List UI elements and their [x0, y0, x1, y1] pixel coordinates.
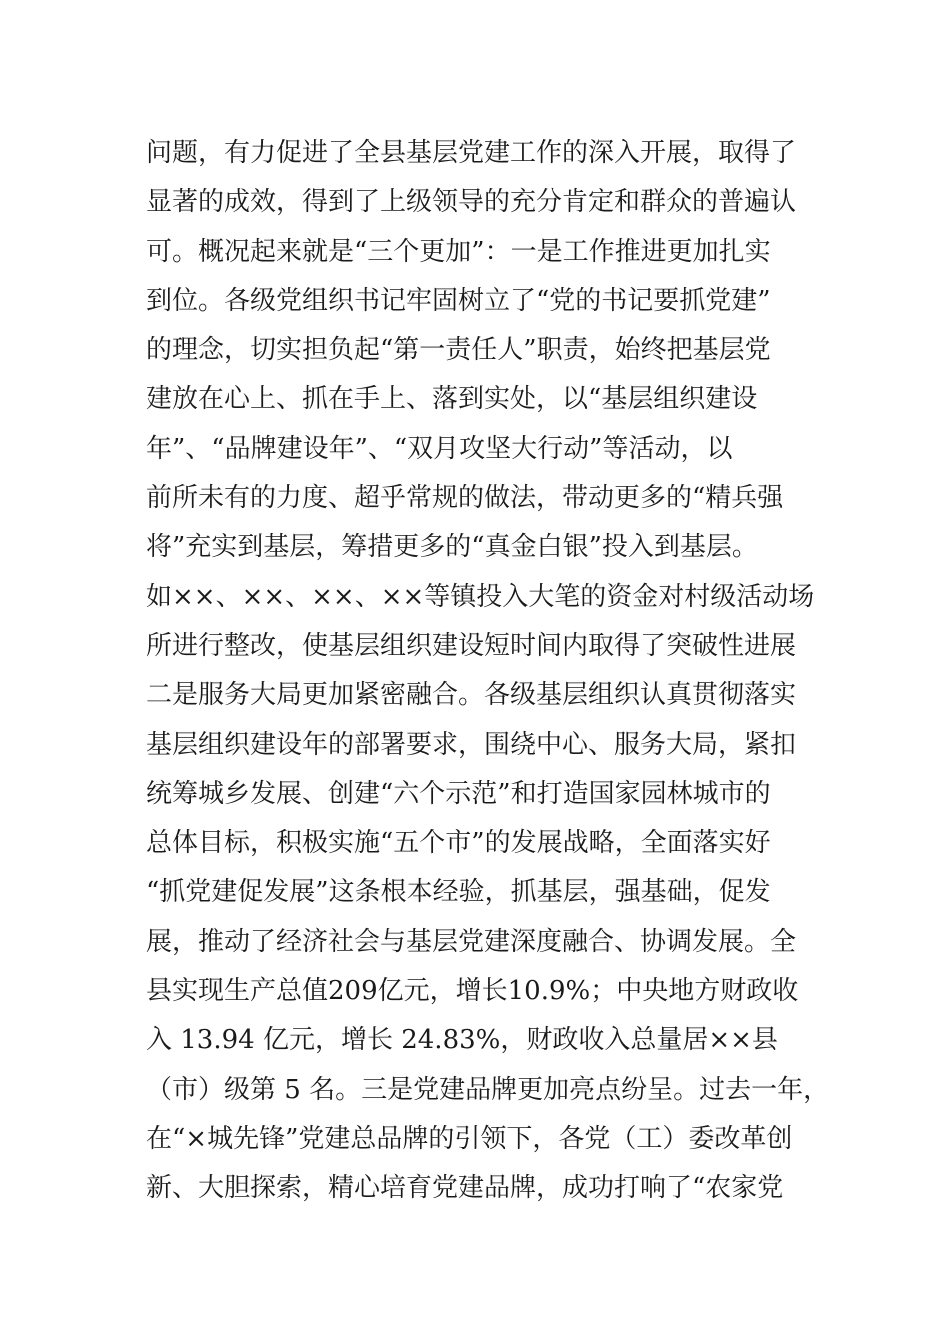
- text-line-22: 新、大胆探索，精心培育党建品牌，成功打响了“农家党: [146, 1173, 784, 1204]
- text-line-12: 二是服务大局更加紧密融合。各级基层组织认真贯彻落实: [146, 680, 797, 711]
- text-line-15: 总体目标，积极实施“五个市”的发展战略，全面落实好: [146, 828, 771, 859]
- text-line-11: 所进行整改，使基层组织建设短时间内取得了突破性进展: [146, 630, 797, 661]
- text-line-18: 县实现生产总值209亿元，增长10.9%；中央地方财政收: [146, 976, 799, 1007]
- text-line-1: 问题，有力促进了全县基层党建工作的深入开展，取得了: [146, 138, 797, 168]
- text-line-5: 的理念，切实担负起“第一责任人”职责，始终把基层党: [146, 335, 771, 366]
- text-line-16: “抓党建促发展”这条根本经验，抓基层，强基础，促发: [146, 877, 771, 908]
- text-line-7: 年”、“品牌建设年”、“双月攻坚大行动”等活动，以: [146, 433, 733, 464]
- text-line-19: 入 13.94 亿元，增长 24.83%，财政收入总量居××县: [146, 1025, 778, 1056]
- text-line-13: 基层组织建设年的部署要求，围绕中心、服务大局，紧扣: [146, 729, 797, 760]
- text-line-6: 建放在心上、抓在手上、落到实处，以“基层组织建设: [146, 384, 758, 415]
- text-line-20: （市）级第 5 名。三是党建品牌更加亮点纷呈。过去一年，: [146, 1074, 830, 1105]
- text-line-14: 统筹城乡发展、创建“六个示范”和打造国家园林城市的: [146, 778, 771, 809]
- text-line-2: 显著的成效，得到了上级领导的充分肯定和群众的普遍认: [146, 187, 797, 218]
- text-line-17: 展，推动了经济社会与基层党建深度融合、协调发展。全: [146, 926, 797, 957]
- text-line-10: 如××、××、××、××等镇投入大笔的资金对村级活动场: [146, 581, 815, 612]
- text-line-8: 前所未有的力度、超乎常规的做法，带动更多的“精兵强: [146, 483, 784, 514]
- body-text: [146, 129, 830, 1214]
- text-line-9: 将”充实到基层，筹措更多的“真金白银”投入到基层。: [146, 532, 758, 563]
- text-line-3: 可。概况起来就是“三个更加”：一是工作推进更加扎实: [146, 236, 771, 267]
- text-line-21: 在“×城先锋”党建总品牌的引领下，各党（工）委改革创: [146, 1123, 793, 1154]
- text-line-4: 到位。各级党组织书记牢固树立了“党的书记要抓党建”: [146, 285, 771, 316]
